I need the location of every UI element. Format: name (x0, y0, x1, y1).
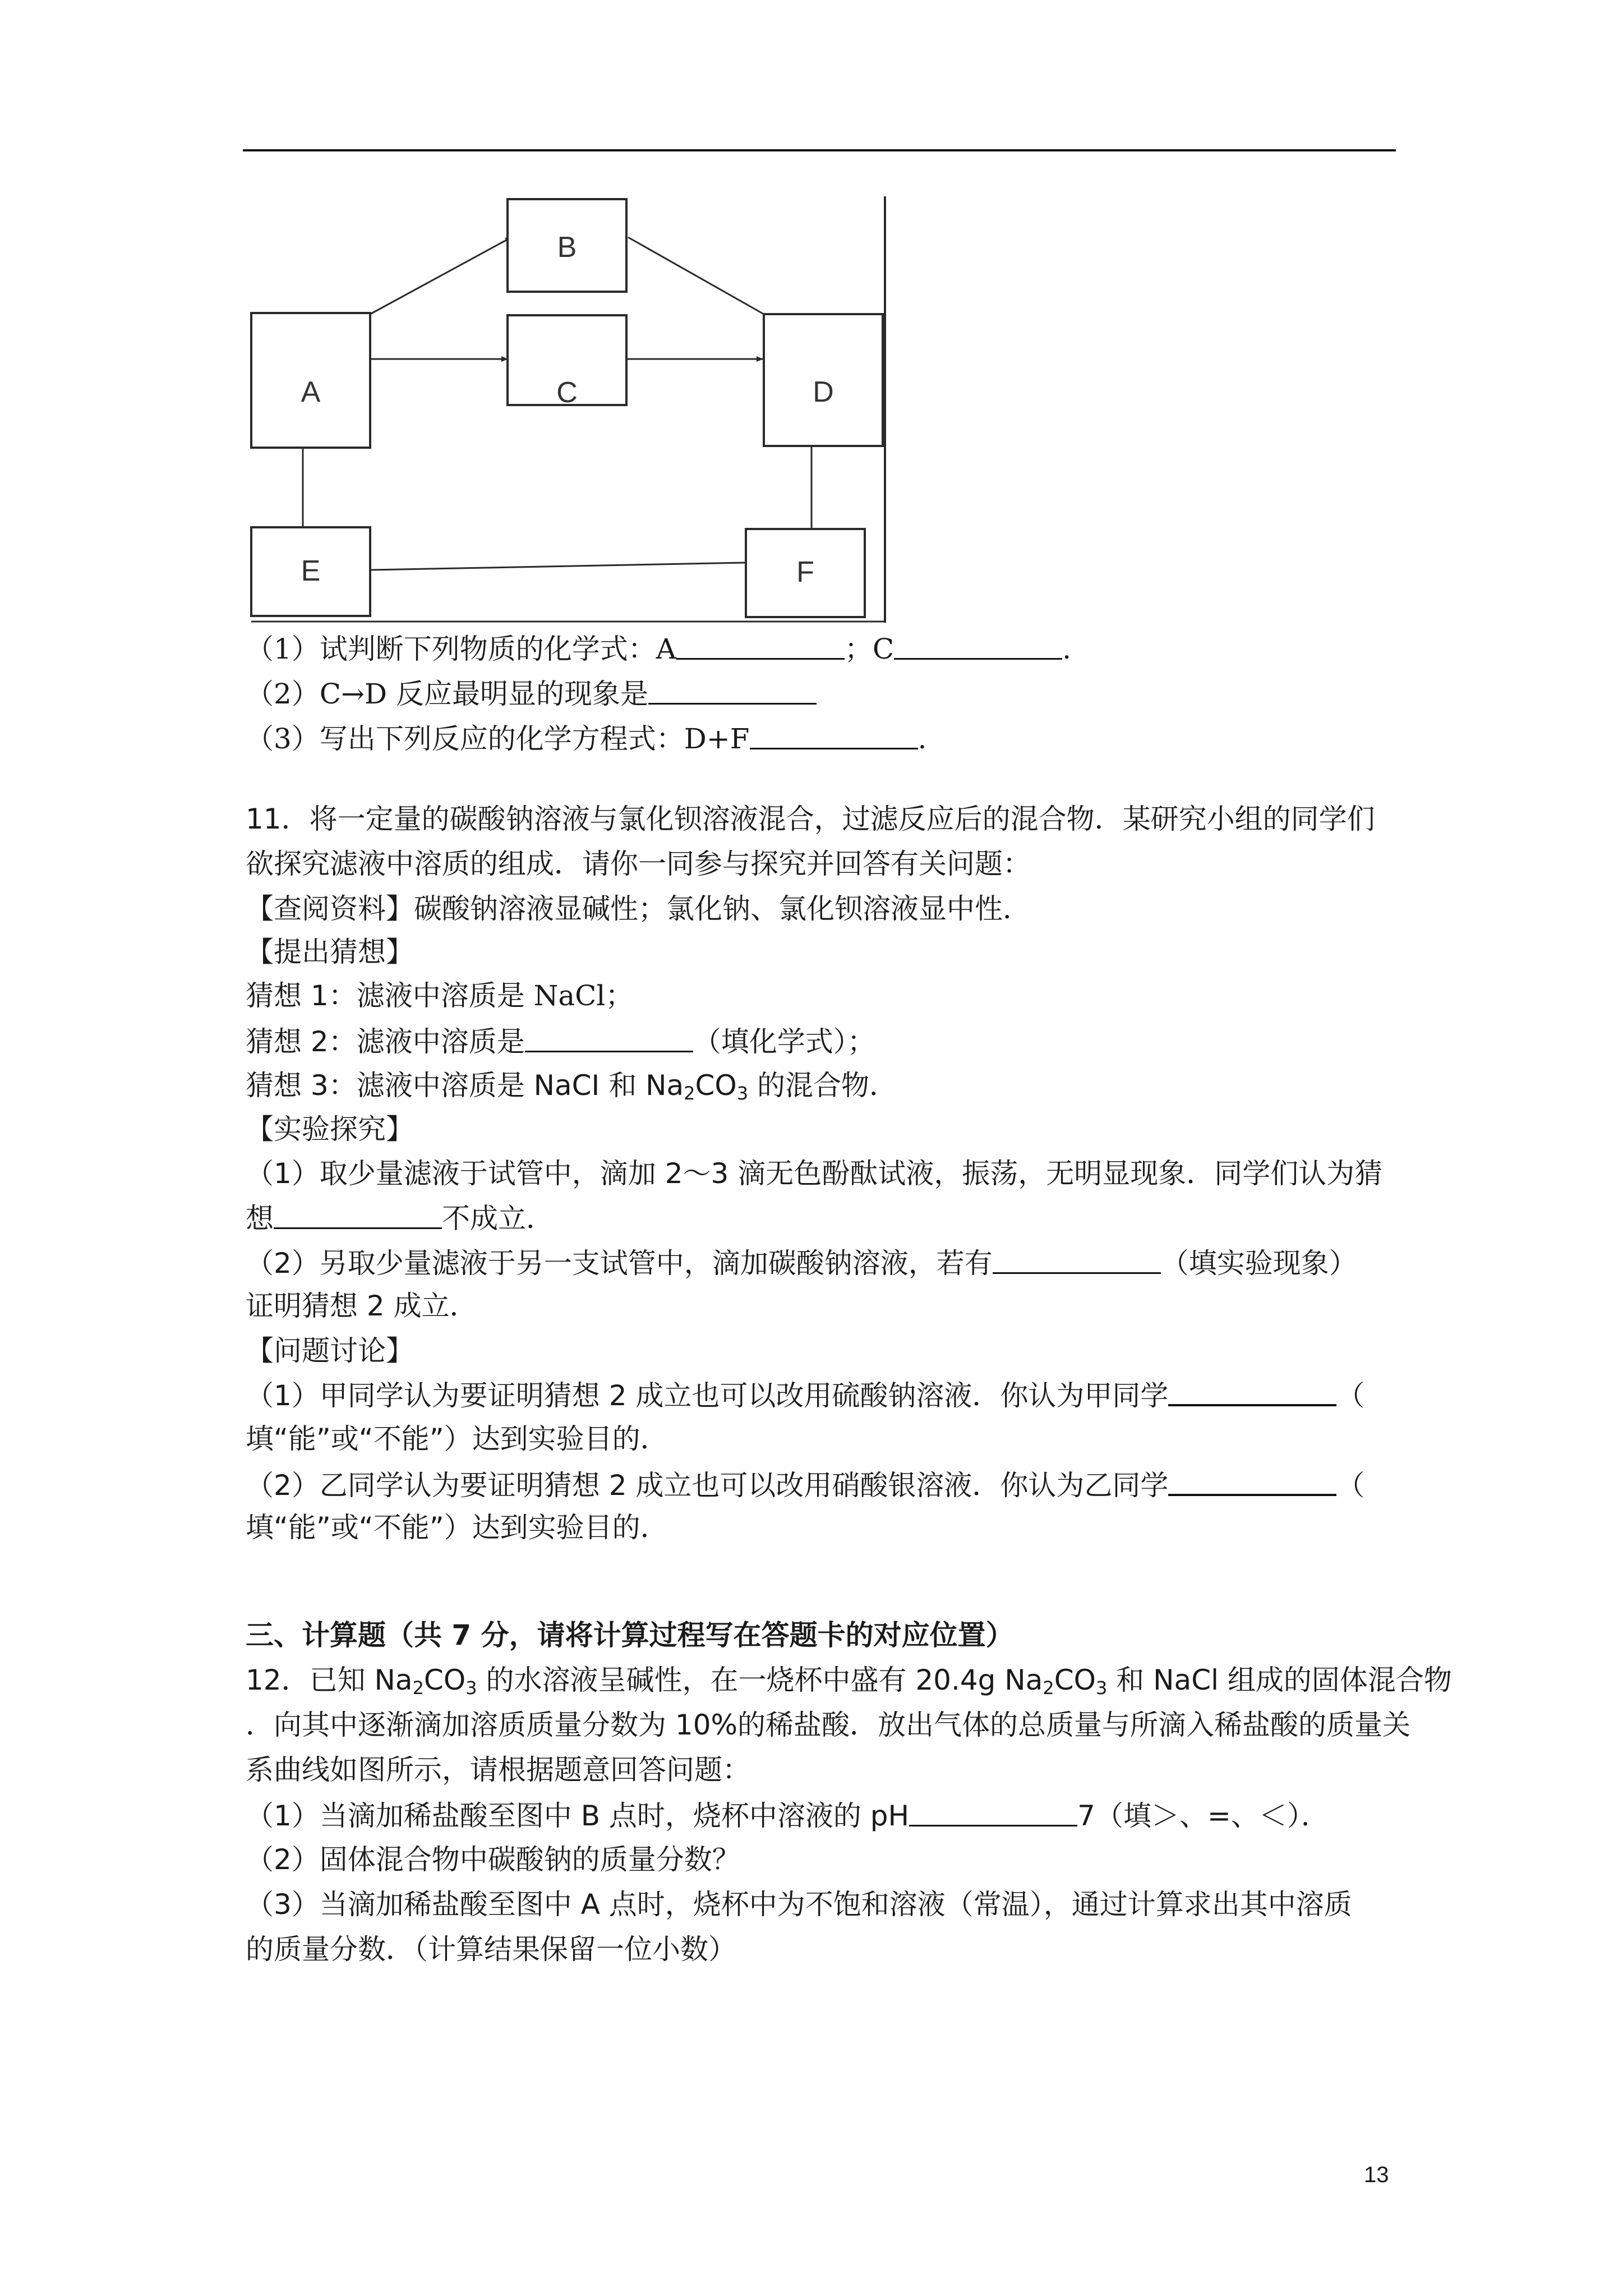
q11-discussion-2a-end: （ (1336, 1469, 1365, 1502)
q10-part1-text: （1）试判断下列物质的化学式：A (246, 633, 676, 665)
q11-intro-2: 欲探究滤液中溶质的组成．请你一同参与探究并回答有关问题： (246, 848, 1031, 880)
q12-line-1-end: 和 NaCl 组成的固体混合物 (1107, 1664, 1452, 1696)
q11-hypothesis-3-text: 猜想 3：滤液中溶质是 NaCI 和 Na (246, 1069, 684, 1102)
q12-line-2: ．向其中逐渐滴加溶质质量分数为 10%的稀盐酸．放出气体的总质量与所滴入稀盐酸的质量关 (246, 1709, 1411, 1741)
q11-hypothesis-2 (246, 1024, 875, 1059)
q10-part3-end: . (917, 723, 927, 755)
subscript: 3 (1096, 1677, 1108, 1699)
q11-discussion-heading: 【问题讨论】 (246, 1335, 414, 1367)
page-number: 13 (1364, 2162, 1389, 2187)
section3-heading: 三、计算题（共 7 分，请将计算过程写在答题卡的对应位置） (246, 1619, 1014, 1651)
q12-question-2: （2）固体混合物中碳酸钠的质量分数？ (246, 1843, 740, 1876)
q10-part1 (246, 631, 1071, 666)
q10-part1-end: . (1062, 633, 1072, 665)
subscript: 3 (465, 1677, 477, 1699)
q11-discussion-1a-end: （ (1336, 1379, 1365, 1412)
node-c (508, 315, 626, 409)
subscript: 2 (684, 1083, 695, 1104)
q11-discussion-2a-text: （2）乙同学认为要证明猜想 2 成立也可以改用硝酸银溶液．你认为乙同学 (246, 1469, 1169, 1502)
q11-hypothesis-1-text: 猜想 1：滤液中溶质是 (246, 979, 534, 1012)
q11-experiment-2a-text: （2）另取少量滤液于另一支试管中，滴加碳酸钠溶液，若有 (246, 1247, 993, 1280)
q11-hypothesis-3-formula: CO (695, 1069, 737, 1102)
node-e (251, 527, 370, 616)
q11-discussion-2a (246, 1467, 1364, 1502)
node-e-label: E (301, 555, 321, 587)
q12-question-1 (246, 1798, 1329, 1833)
q12-formula: CO (1054, 1664, 1096, 1696)
subscript: 2 (1043, 1677, 1054, 1699)
node-a-label: A (301, 376, 321, 408)
q12-line-1 (246, 1663, 1452, 1697)
q11-discussion-2b: 填“能”或“不能”）达到实验目的． (246, 1511, 668, 1544)
q12-question-1-text: （1）当滴加稀盐酸至图中 B 点时，烧杯中溶液的 pH (246, 1800, 910, 1832)
q11-experiment-1a: （1）取少量滤液于试管中，滴加 2～3 滴无色酚酞试液，振荡，无明显现象．同学们认为猜 (246, 1157, 1383, 1190)
q11-hypothesis-2-text: 猜想 2：滤液中溶质是 (246, 1025, 525, 1058)
q11-hypothesis-heading: 【提出猜想】 (246, 936, 414, 968)
header-rule (243, 149, 1396, 151)
edge-b-d (628, 237, 764, 314)
q11-experiment-2b: 证明猜想 2 成立． (246, 1290, 478, 1322)
q11-discussion-1a-text: （1）甲同学认为要证明猜想 2 成立也可以改用硫酸钠溶液．你认为甲同学 (246, 1379, 1169, 1412)
q11-experiment-2a (246, 1245, 1357, 1280)
q10-part2-text: （2）C→D 反应最明显的现象是 (246, 678, 648, 710)
q12-question-3b: 的质量分数．（计算结果保留一位小数） (246, 1933, 736, 1966)
node-f-label: F (796, 556, 814, 588)
q10-part3-text: （3）写出下列反应的化学方程式：D+F (246, 723, 750, 755)
node-c-label: C (556, 376, 578, 409)
q11-hypothesis-3 (246, 1069, 897, 1102)
answer-blank[interactable] (1168, 1377, 1336, 1406)
q11-hypothesis-1 (246, 979, 633, 1013)
edge-a-b (370, 237, 511, 314)
node-b-label: B (557, 231, 577, 264)
answer-blank[interactable] (1168, 1467, 1336, 1496)
subscript: 3 (736, 1083, 749, 1104)
q12-line-1-text: 12．已知 Na (246, 1664, 413, 1696)
answer-blank[interactable] (676, 631, 845, 660)
q11-hypothesis-3-end: 的混合物． (748, 1069, 898, 1102)
answer-blank[interactable] (525, 1024, 693, 1052)
node-d (764, 314, 883, 446)
reaction-diagram (241, 191, 903, 628)
q10-part2 (246, 676, 817, 711)
node-a (251, 313, 370, 448)
answer-blank[interactable] (648, 676, 817, 705)
q12-question-1-end: 7（填＞、=、＜）． (1077, 1800, 1329, 1832)
q11-intro-1: 11．将一定量的碳酸钠溶液与氯化钡溶液混合，过滤反应后的混合物．某研究小组的同学们 (246, 803, 1375, 835)
q12-formula: CO (423, 1664, 466, 1696)
q11-experiment-1b (246, 1200, 554, 1235)
answer-blank[interactable] (750, 721, 918, 749)
q11-hypothesis-2-hint: （填化学式）； (693, 1025, 875, 1058)
q11-discussion-1a (246, 1377, 1364, 1412)
q11-info: 【查阅资料】碳酸钠溶液显碱性；氯化钠、氯化钡溶液显中性． (246, 892, 1031, 925)
answer-blank[interactable] (894, 631, 1062, 660)
q11-discussion-1b: 填“能”或“不能”）达到实验目的． (246, 1423, 668, 1455)
q11-experiment-1b-end: 不成立． (442, 1202, 554, 1235)
q11-experiment-1b-text: 想 (246, 1202, 274, 1235)
q12-line-3: 系曲线如图所示，请根据题意回答问题： (246, 1754, 750, 1786)
edge-e-f (371, 563, 746, 570)
q11-hypothesis-1-formula: NaCl； (533, 979, 634, 1012)
answer-blank[interactable] (993, 1245, 1161, 1274)
node-d-label: D (813, 376, 834, 408)
node-b (508, 199, 626, 292)
q11-experiment-2a-hint: （填实验现象） (1160, 1247, 1357, 1280)
subscript: 2 (412, 1677, 424, 1699)
q10-part1-mid: ；C (844, 633, 895, 665)
q12-line-1-mid: 的水溶液呈碱性，在一烧杯中盛有 20.4g Na (477, 1664, 1043, 1696)
answer-blank[interactable] (274, 1200, 442, 1229)
q12-question-3a: （3）当滴加稀盐酸至图中 A 点时，烧杯中为不饱和溶液（常温），通过计算求出其中溶质 (246, 1888, 1352, 1921)
q10-part3 (246, 721, 926, 756)
node-f (746, 529, 865, 617)
answer-blank[interactable] (909, 1798, 1077, 1826)
q11-experiment-heading: 【实验探究】 (246, 1113, 414, 1145)
